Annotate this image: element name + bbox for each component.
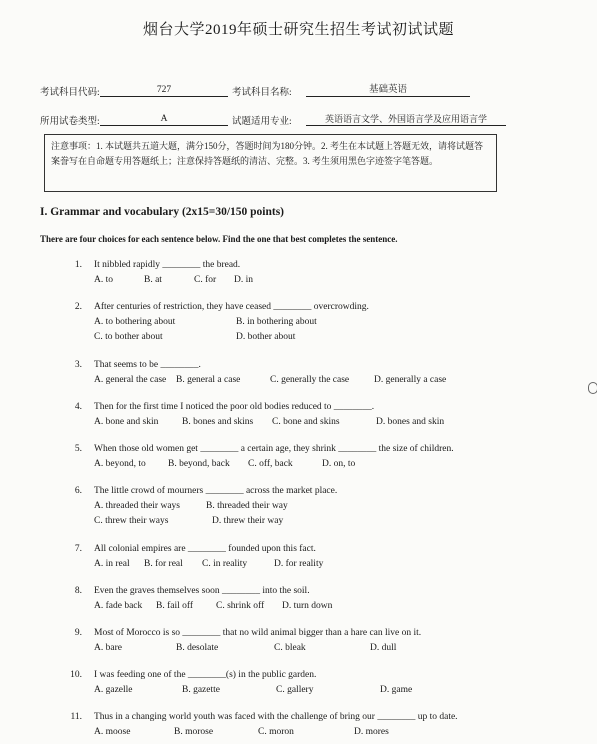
answer-option: A. to bothering about (94, 317, 176, 327)
notice-box: 注意事项：1. 本试题共五道大题，满分150分，答题时间为180分钟。2. 考生在本试题上答题无效，请将试题答案誊写在自命题专用答题纸上；注意保持答题纸的清洁、完整。3. 考生须用黑色字迹签字笔答题。 (44, 134, 497, 192)
answer-option: C. in reality (202, 559, 248, 569)
answer-option: A. bone and skin (94, 417, 159, 427)
exam-title: 烟台大学2019年硕士研究生招生考试初试试题 (142, 22, 454, 38)
answer-option: D. generally a case (374, 375, 447, 385)
question-stem: I was feeding one of the ________(s) in the public garden. (94, 670, 317, 680)
answer-option: B. morose (174, 727, 214, 737)
question-stem: That seems to be ________. (94, 360, 201, 370)
answer-option: C. threw their ways (94, 516, 169, 526)
question-number: 5. (74, 444, 82, 454)
type-label: 所用试卷类型: (40, 117, 100, 127)
answer-option: C. gallery (276, 685, 314, 695)
answer-option: B. general a case (176, 375, 241, 385)
question-number: 6. (74, 486, 82, 496)
answer-option: C. moron (258, 727, 294, 737)
question-stem: All colonial empires are ________ founded upon this fact. (94, 544, 316, 554)
answer-option: B. at (144, 275, 162, 285)
answer-option: C. off, back (248, 459, 293, 469)
question-number: 11. (70, 712, 82, 722)
answer-option: B. bones and skins (182, 417, 254, 427)
section-instructions: There are four choices for each sentence below. Find the one that best completes the sentence. (40, 234, 398, 244)
answer-option: A. fade back (94, 601, 143, 611)
code-value: 727 (100, 84, 228, 97)
section-heading: I. Grammar and vocabulary (2x15=30/150 points) (40, 206, 285, 218)
question-number: 9. (74, 628, 82, 638)
answer-option: C. to bother about (94, 332, 163, 342)
answer-option: C. generally the case (270, 375, 350, 385)
answer-option: D. mores (354, 727, 389, 737)
answer-option: A. bare (94, 643, 122, 653)
question-number: 10. (70, 670, 82, 680)
question-stem: Most of Morocco is so ________ that no wild animal bigger than a hare can live on it. (94, 628, 422, 638)
answer-option: D. bones and skin (376, 417, 445, 427)
question-number: 7. (74, 544, 82, 554)
answer-option: B. beyond, back (168, 459, 230, 469)
answer-option: A. threaded their ways (94, 501, 180, 511)
question-stem: Thus in a changing world youth was faced with the challenge of bring our ________ up to date. (94, 712, 458, 722)
answer-option: A. gazelle (94, 685, 133, 695)
answer-option: C. for (194, 275, 217, 285)
question-stem: The little crowd of mourners ________ across the market place. (94, 486, 338, 496)
answer-option: B. in bothering about (236, 317, 317, 327)
answer-option: D. dull (370, 643, 397, 653)
answer-option: A. moose (94, 727, 131, 737)
question-stem: Even the graves themselves soon ________ into the soil. (94, 586, 310, 596)
major-value: 英语语言文学、外国语言学及应用语言学 (306, 113, 506, 126)
name-value: 基础英语 (306, 84, 470, 97)
answer-option: C. bleak (274, 643, 306, 653)
answer-option: A. general the case (94, 375, 167, 385)
answer-option: D. in (234, 275, 253, 285)
question-stem: When those old women get ________ a certain age, they shrink ________ the size of children. (94, 444, 454, 454)
answer-option: B. fail off (156, 601, 194, 611)
answer-option: B. for real (144, 559, 183, 569)
name-label: 考试科目名称: (232, 88, 292, 98)
answer-option: D. game (380, 685, 413, 695)
answer-option: B. desolate (176, 643, 219, 653)
margin-mark (588, 382, 597, 394)
answer-option: D. for reality (274, 559, 324, 569)
answer-option: D. bother about (236, 332, 296, 342)
question-number: 1. (74, 260, 82, 270)
answer-option: D. on, to (322, 459, 356, 469)
answer-option: D. threw their way (212, 516, 284, 526)
question-stem: After centuries of restriction, they have ceased ________ overcrowding. (94, 302, 369, 312)
question-number: 4. (74, 402, 82, 412)
answer-option: A. in real (94, 559, 130, 569)
answer-option: B. gazette (182, 685, 220, 695)
answer-option: B. threaded their way (206, 501, 288, 511)
answer-option: D. turn down (282, 601, 333, 611)
question-number: 2. (74, 302, 82, 312)
question-number: 8. (74, 586, 82, 596)
question-stem: Then for the first time I noticed the poor old bodies reduced to ________. (94, 402, 375, 412)
answer-option: C. shrink off (216, 601, 265, 611)
major-label: 试题适用专业: (232, 117, 292, 127)
question-stem: It nibbled rapidly ________ the bread. (94, 260, 241, 270)
answer-option: A. to (94, 275, 113, 285)
question-number: 3. (74, 360, 82, 370)
answer-option: C. bone and skins (272, 417, 340, 427)
answer-option: A. beyond, to (94, 459, 146, 469)
code-label: 考试科目代码: (40, 88, 100, 98)
type-value: A (100, 113, 228, 126)
